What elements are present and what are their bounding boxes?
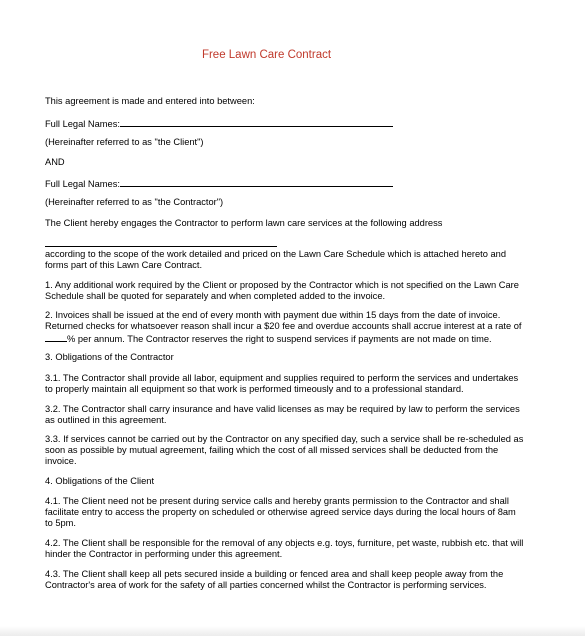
clause-3-3-line-2: soon as possible by mutual agreement, failing which the cost of all missed services shall be deducted from the [45,445,499,455]
clause-3-1-line-1: 3.1. The Contractor shall provide all labor, equipment and supplies required to perform the services and undertakes [45,373,519,383]
scope-line-2: forms part of this Lawn Care Contract. [45,260,203,270]
clause-2-line-3 [45,332,545,345]
clause-4-2-line-1: 4.2. The Client shall be responsible for the removal of any objects e.g. toys, furniture, pet waste, rubbish etc. that will [45,538,524,548]
clause-4-3-line-1: 4.3. The Client shall keep all pets secured inside a building or fenced area and shall keep people away from the [45,569,504,579]
document-title: Free Lawn Care Contract [201,49,332,61]
client-reference: (Hereinafter referred to as "the Client") [45,137,204,147]
clause-1-line-1: 1. Any additional work required by the Client or proposed by the Contractor which is not specified on the Lawn Care [45,280,519,290]
clause-1-line-2: Schedule shall be quoted for separately and when completed added to the invoice. [45,291,386,301]
client-names-line [45,117,545,130]
clause-4-2-line-2: hinder the Contractor in performing under this agreement. [45,549,283,559]
scope-line-1: according to the scope of the work detailed and priced on the Lawn Care Schedule which is attached hereto and [45,249,507,259]
and-separator: AND [45,157,65,167]
section-3-heading: 3. Obligations of the Contractor [45,352,174,362]
client-names-label: Full Legal Names: [45,119,120,129]
contractor-names-blank [120,177,393,187]
clause-2-line-3-text: % per annum. The Contractor reserves the right to suspend services if payments are not made on time. [67,334,492,344]
intro-text: This agreement is made and entered into between: [45,96,255,106]
clause-3-3-line-3: invoice. [45,456,77,466]
contractor-names-label: Full Legal Names: [45,179,120,189]
clause-2-line-2: Returned checks for whatsoever reason shall incur a $20 fee and overdue accounts shall accrue interest at a rate of [45,321,522,331]
clause-3-1-line-2: to properly maintain all equipment so that work is performed timeously and to a professional standard. [45,384,464,394]
section-4-heading: 4. Obligations of the Client [45,476,155,486]
clause-4-1-line-1: 4.1. The Client need not be present during service calls and hereby grants permission to the Contractor and shall [45,496,509,506]
clause-4-1-line-2: facilitate entry to access the property on scheduled or otherwise agreed service days during the local hours of 8am [45,507,516,517]
client-names-blank [120,117,393,127]
page-bottom-shadow [0,626,585,636]
interest-rate-blank [45,332,67,342]
contractor-names-line [45,177,545,190]
clause-3-3-line-1: 3.3. If services cannot be carried out by the Contractor on any specified day, such a service shall be re-scheduled as [45,434,524,444]
clause-4-1-line-3: to 5pm. [45,518,77,528]
clause-3-2-line-2: as outlined in this agreement. [45,415,167,425]
address-blank [45,246,277,247]
clause-2-line-1: 2. Invoices shall be issued at the end of every month with payment due within 15 days from the date of invoice. [45,310,501,320]
clause-4-3-line-2: Contractor's area of work for the safety of all parties concerned whilst the Contractor is performing services. [45,580,487,590]
contractor-reference: (Hereinafter referred to as "the Contractor") [45,197,224,207]
engagement-text: The Client hereby engages the Contractor to perform lawn care services at the following address [45,218,443,228]
clause-3-2-line-1: 3.2. The Contractor shall carry insurance and have valid licenses as may be required by law to perform the services [45,404,520,414]
